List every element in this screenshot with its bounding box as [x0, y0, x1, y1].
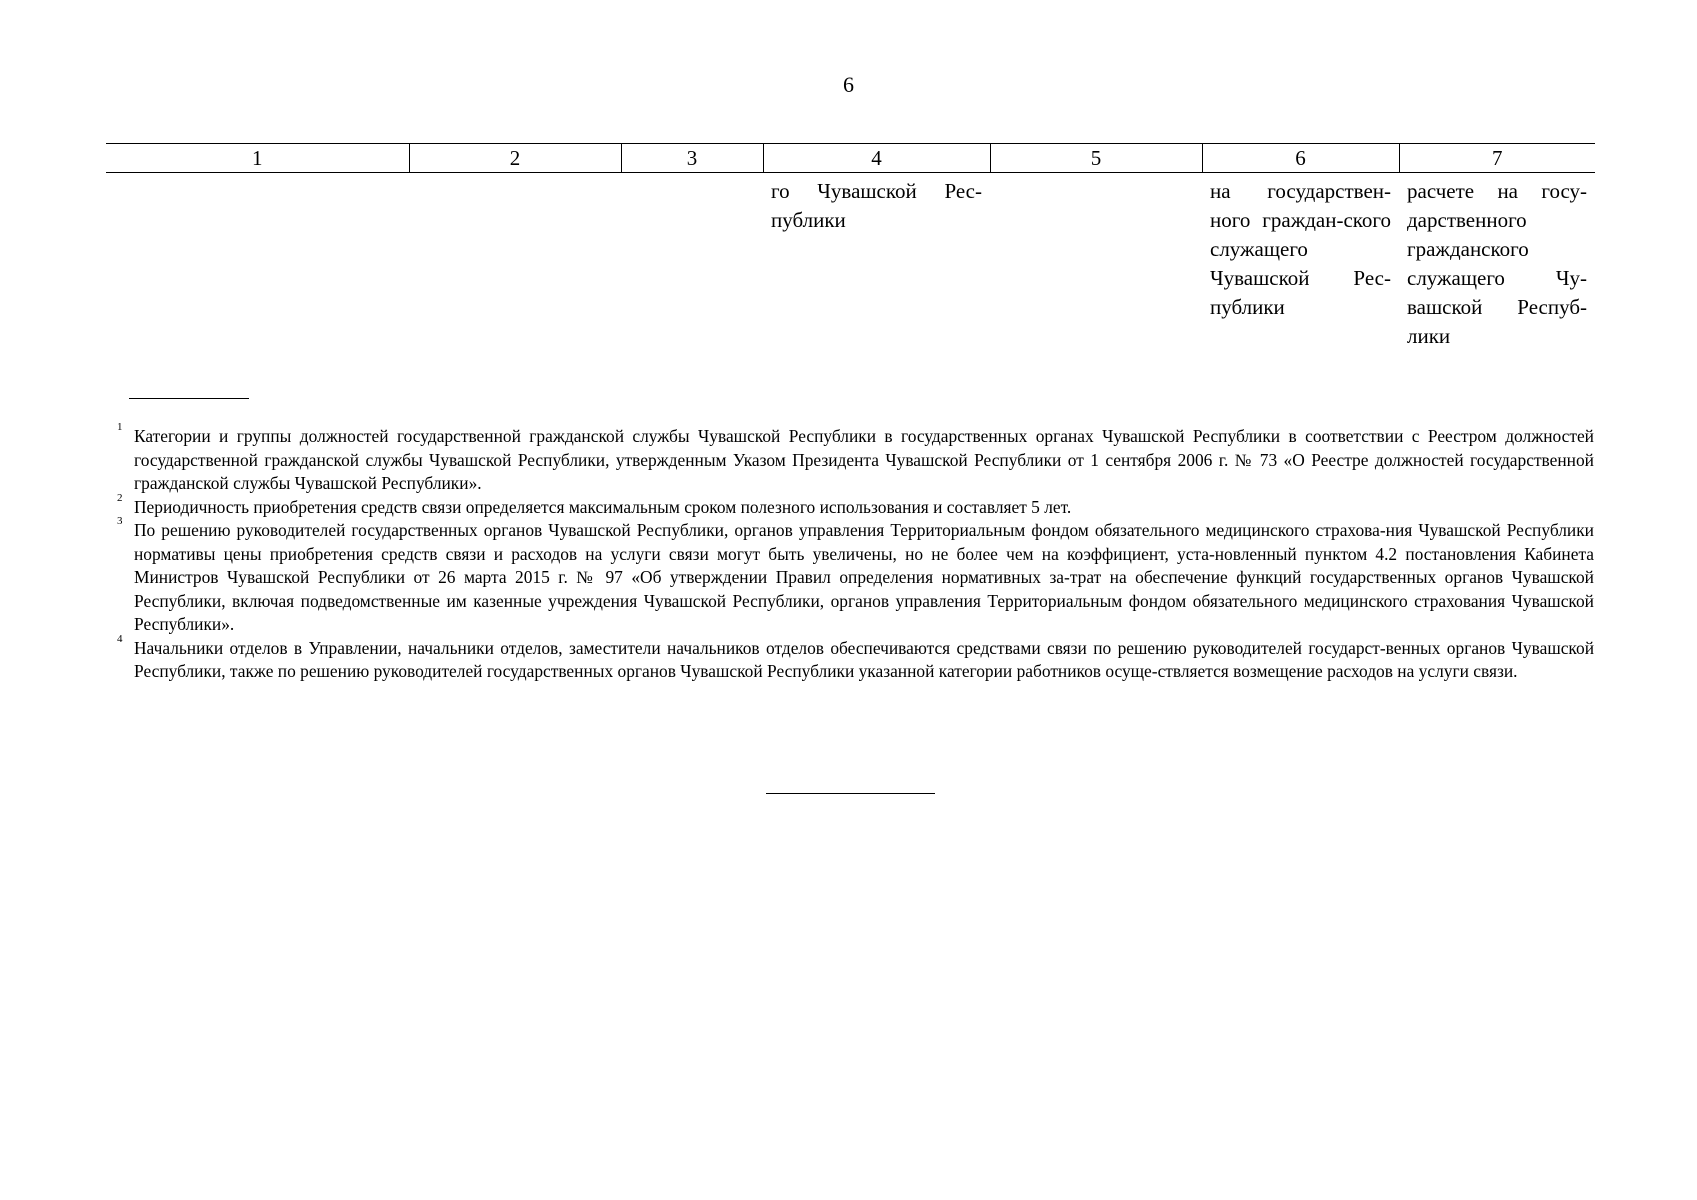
column-number-4: 4	[763, 144, 990, 173]
footnote-text: Категории и группы должностей государственной гражданской службы Чувашской Республики в государственных органах Чувашской Республики в соответствии с Реестром должностей государственной гражданской службы Чувашской Республики, утвержденным Указом Президента Чувашской Республики от 1 сентября 2006 г. № 73 «О Реестре должностей государственной гражданской службы Чувашской Республики».	[134, 426, 1594, 493]
footnote-text: Начальники отделов в Управлении, начальники отделов, заместители начальников отделов обеспечиваются средствами связи по решению руководителей государст-венных органов Чувашской Республики, также по решению руководителей государственных органов Чувашской Республики указанной категории работников осуще-ствляется возмещение расходов на услуги связи.	[134, 637, 1594, 681]
footnote-text: Периодичность приобретения средств связи определяется максимальным сроком полезного использования и составляет 5 лет.	[134, 496, 1072, 517]
footnotes	[116, 421, 1594, 684]
footnote-4	[116, 632, 1594, 684]
footnote-text: По решению руководителей государственных органов Чувашской Республики, органов управления Территориальным фондом обязательного медицинского страхова-ния Чувашской Республики нормативы цены приобретения средств связи и расходов на услуги связи могут быть увеличены, но не более чем на коэффициент, уста-новленный пунктом 4.2 постановления Кабинета Министров Чувашской Республики от 26 марта 2015 г. № 97 «Об утверждении Правил определения нормативных за-трат на обеспечение функций государственных органов Чувашской Республики, включая подведомственные им казенные учреждения Чувашской Республики, органов управления Территориальным фондом обязательного медицинского страхования Чувашской Республики».	[134, 520, 1594, 634]
table-cell-1	[106, 173, 409, 352]
table-cell-5	[990, 173, 1202, 352]
page-number: 6	[843, 72, 854, 97]
footnote-marker: 1	[117, 421, 123, 433]
column-number-3: 3	[621, 144, 763, 173]
table-cell-7: расчете на госу-дарственного гражданского служащего Чу-вашской Респуб-лики	[1407, 179, 1587, 348]
footnote-2	[116, 491, 1594, 520]
footnote-1	[116, 421, 1594, 496]
table-cell-4: го Чувашской Рес-публики	[771, 179, 982, 232]
table-header-row	[106, 144, 1595, 173]
footnote-marker: 3	[117, 515, 123, 527]
footnote-marker: 4	[117, 632, 123, 645]
footnote-3	[116, 515, 1594, 637]
continuation-table	[106, 143, 1595, 351]
table-cell-6: на государствен-ного граждан-ского служащего Чувашской Рес-публики	[1210, 179, 1391, 319]
column-number-2: 2	[409, 144, 621, 173]
column-number-1: 1	[106, 144, 409, 173]
footnote-separator	[129, 398, 249, 399]
column-number-6: 6	[1202, 144, 1399, 173]
column-number-5: 5	[990, 144, 1202, 173]
column-number-7: 7	[1399, 144, 1595, 173]
table-cell-2	[409, 173, 621, 352]
table-cell-3	[621, 173, 763, 352]
footnote-marker: 2	[117, 491, 123, 504]
table-row	[106, 173, 1595, 352]
end-of-document-line	[766, 793, 935, 794]
